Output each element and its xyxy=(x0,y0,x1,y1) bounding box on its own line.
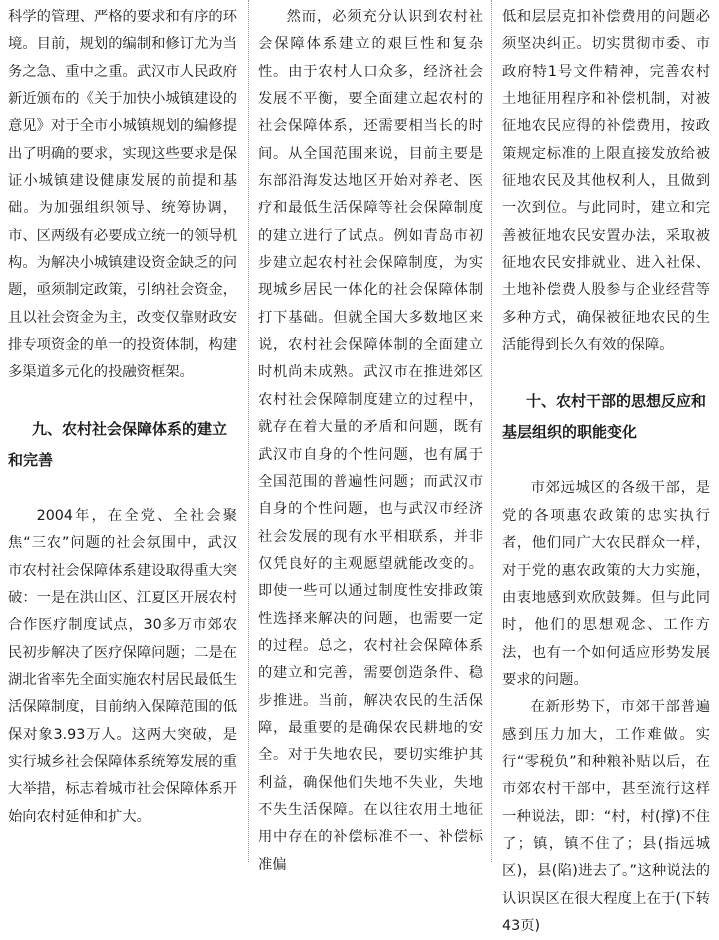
paragraph-continued-compensation: 低和层层克扣补偿费用的问题必须坚决纠正。切实贯彻市委、市政府特1号文件精神，完善农村土地征用程序和补偿机制，对被征地农民应得的补偿费用，按政策规定标准的上限直接发放给被征地农民及其他权利人，且做到一次到位。与此同时，建立和完善被征地农民安置办法，采取被征地农民安排就业、进入社保、土地补偿费人股参与企业经营等多种方式，确保被征地农民的生活能得到长久有效的保障。 xyxy=(502,9,710,354)
section-heading-10: 十、农村干部的思想反应和基层组织的职能变化 xyxy=(502,392,707,442)
paragraph-cadres: 市郊远城区的各级干部，是党的各项惠农政策的忠实执行者，他们同广大农民群众一样，对于党的惠农政策的大力实施，由衷地感到欢欣鼓舞。但与此同时，他们的思想观念、工作方法，也有一个如何适应形势发展要求的问题。 xyxy=(502,480,710,688)
column-divider-1 xyxy=(248,0,249,862)
column-divider-2 xyxy=(491,0,492,862)
paragraph-continued-top: 科学的管理、严格的要求和有序的环境。目前，规划的编制和修订尤为当务之急、重中之重。武汉市人民政府新近颁布的《关于加快小城镇建设的意见》对于全市小城镇规划的编修提出了明确的要求，实现这些要求是保证小城镇建设健康发展的前提和基础。为加强组织领导、统筹协调，市、区两级有必要成立统一的领导机构。为解决小城镇建设资金缺乏的问题，亟须制定政策，引纳社会资金，且以社会资金为主，改变仅靠财政安排专项资金的单一的投资体制，构建多渠道多元化的投融资框架。 xyxy=(8,9,237,381)
paragraph-new-situation: 在新形势下，市郊干部普遍感到压力加大，工作难做。实行“零税负”和种粮补贴以后，在市郊农村干部中，甚至流行这样一种说法，即：“村，村(撑)不住了；镇，镇不住了；县(指远城区)，县(陷)进去了。”这种说法的认识误区在很大程度上在于(下转43页) xyxy=(502,699,710,934)
paragraph-complexity: 然而，必须充分认识到农村社会保障体系建立的艰巨性和复杂性。由于农村人口众多，经济社会发展不平衡，要全面建立起农村的社会保障体系，还需要相当长的时间。从全国范围来说，目前主要是东部沿海发达地区开始对养老、医疗和最低生活保障等社会保障制度的建立进行了试点。例如青岛市初步建立起农村社会保障制度，为实现城乡居民一体化的社会保障体制打下基础。但就全国大多数地区来说，农村社会保障体制的全面建立时机尚未成熟。武汉市在推进郊区农村社会保障制度建立的过程中，就存在着大量的矛盾和问题，既有武汉市自身的个性问题，也有属于全国范围的普遍性问题；而武汉市自身的个性问题，也与武汉市经济社会发展的现有水平相联系，并非仅凭良好的主观愿望就能改变的。即使一些可以通过制度性安排政策性选择来解决的问题，也需要一定的过程。总之，农村社会保障体系的建立和完善，需要创造条件、稳步推进。当前，解决农民的生活保障，最重要的是确保农民耕地的安全。对于失地农民，要切实维护其利益，确保他们失地不失业，失地不失生活保障。在以往农用土地征用中存在的补偿标准不一、补偿标准偏 xyxy=(258,9,483,873)
text-column-3 xyxy=(502,4,710,940)
section-heading-9: 九、农村社会保障体系的建立和完善 xyxy=(8,419,228,469)
text-column-1 xyxy=(8,4,237,831)
paragraph-2004-breakthrough: 2004年，在全党、全社会聚焦“三农”问题的社会氛围中，武汉市农村社会保障体系建设取得重大突破：一是在洪山区、江夏区开展农村合作医疗制度试点，30多万市郊农民初步解决了医疗保障问题；二是在湖北省率先全面实施农村居民最低生活保障制度，目前纳入保障范围的低保对象3.93万人。这两大突破，是实行城乡社会保障体系统筹发展的重大举措，标志着城市社会保障体系开始向农村延伸和扩大。 xyxy=(8,507,237,825)
text-column-2 xyxy=(258,4,483,879)
